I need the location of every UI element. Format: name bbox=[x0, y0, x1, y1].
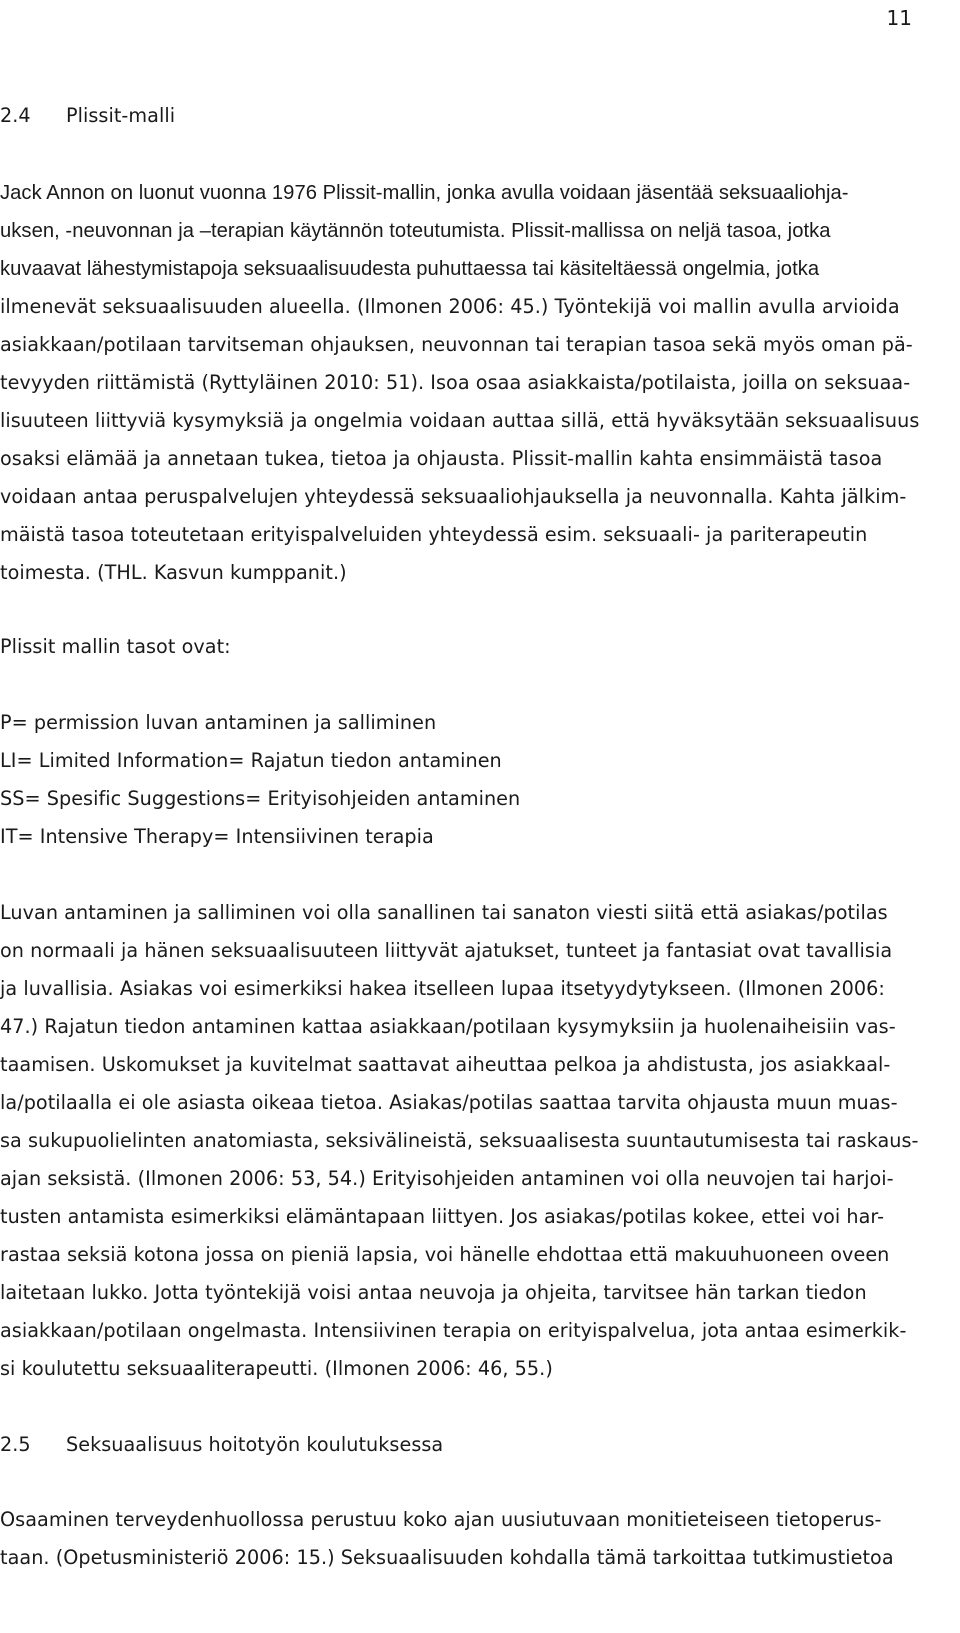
paragraph-line: la/potilaalla ei ole asiasta oikeaa tietoa. Asiakas/potilas saattaa tarvita ohjausta muun muas- bbox=[0, 1091, 898, 1114]
page-number: 11 bbox=[886, 6, 912, 30]
list-item: P= permission luvan antaminen ja salliminen bbox=[0, 711, 437, 734]
paragraph-line: Jack Annon on luonut vuonna 1976 Plissit-mallin, jonka avulla voidaan jäsentää seksuaaliohja- bbox=[0, 182, 849, 204]
paragraph-line: uksen, -neuvonnan ja –terapian käytännön toteutumista. Plissit-mallissa on neljä tasoa, jotka bbox=[0, 220, 831, 242]
list-item: IT= Intensive Therapy= Intensiivinen terapia bbox=[0, 825, 434, 848]
paragraph-line: lisuuteen liittyviä kysymyksiä ja ongelmia voidaan auttaa sillä, että hyväksytään seksuaalisuus bbox=[0, 409, 920, 432]
section-title: Seksuaalisuus hoitotyön koulutuksessa bbox=[66, 1433, 444, 1456]
paragraph-line: ilmenevät seksuaalisuuden alueella. (Ilmonen 2006: 45.) Työntekijä voi mallin avulla arvioida bbox=[0, 295, 900, 318]
paragraph-line: asiakkaan/potilaan tarvitseman ohjauksen, neuvonnan tai terapian tasoa sekä myös oman pä- bbox=[0, 333, 913, 356]
paragraph-line: kuvaavat lähestymistapoja seksuaalisuudesta puhuttaessa tai käsiteltäessä ongelmia, jotka bbox=[0, 258, 820, 280]
list-item: LI= Limited Information= Rajatun tiedon antaminen bbox=[0, 749, 502, 772]
section-title: Plissit-malli bbox=[66, 104, 176, 127]
paragraph-line: taamisen. Uskomukset ja kuvitelmat saattavat aiheuttaa pelkoa ja ahdistusta, jos asiakkaal- bbox=[0, 1053, 891, 1076]
paragraph-line: Luvan antaminen ja salliminen voi olla sanallinen tai sanaton viesti siitä että asiakas/potilas bbox=[0, 901, 888, 924]
paragraph-line: tevyyden riittämistä (Ryttyläinen 2010: 51). Isoa osaa asiakkaista/potilaista, joilla on seksuaa- bbox=[0, 371, 911, 394]
section-heading bbox=[0, 1433, 443, 1456]
paragraph-line: sa sukupuolielinten anatomiasta, seksivälineistä, seksuaalisesta suuntautumisesta tai raskaus- bbox=[0, 1129, 919, 1152]
paragraph-line: 47.) Rajatun tiedon antaminen kattaa asiakkaan/potilaan kysymyksiin ja huolenaiheisiin vas- bbox=[0, 1015, 896, 1038]
paragraph-line: taan. (Opetusministeriö 2006: 15.) Seksuaalisuuden kohdalla tämä tarkoittaa tutkimustietoa bbox=[0, 1546, 894, 1569]
list-item: SS= Spesific Suggestions= Erityisohjeiden antaminen bbox=[0, 787, 521, 810]
paragraph-line: tusten antamista esimerkiksi elämäntapaan liittyen. Jos asiakas/potilas kokee, ettei voi har- bbox=[0, 1205, 885, 1228]
section-number: 2.4 bbox=[0, 104, 31, 127]
paragraph-line: voidaan antaa peruspalvelujen yhteydessä seksuaaliohjauksella ja neuvonnalla. Kahta jälkim- bbox=[0, 485, 907, 508]
paragraph-line: osaksi elämää ja annetaan tukea, tietoa ja ohjausta. Plissit-mallin kahta ensimmäistä tasoa bbox=[0, 447, 883, 470]
paragraph-line: laitetaan lukko. Jotta työntekijä voisi antaa neuvoja ja ohjeita, tarvitsee hän tarkan tiedon bbox=[0, 1281, 867, 1304]
paragraph-line: rastaa seksiä kotona jossa on pieniä lapsia, voi hänelle ehdottaa että makuuhuoneen oveen bbox=[0, 1243, 890, 1266]
levels-intro: Plissit mallin tasot ovat: bbox=[0, 635, 231, 658]
paragraph-line: ja luvallisia. Asiakas voi esimerkiksi hakea itselleen lupaa itsetyydytykseen. (Ilmonen 2006: bbox=[0, 977, 885, 1000]
paragraph-line: asiakkaan/potilaan ongelmasta. Intensiivinen terapia on erityispalvelua, jota antaa esimerkik- bbox=[0, 1319, 907, 1342]
paragraph-line: Osaaminen terveydenhuollossa perustuu koko ajan uusiutuvaan monitieteiseen tietoperus- bbox=[0, 1508, 882, 1531]
paragraph-line: toimesta. (THL. Kasvun kumppanit.) bbox=[0, 561, 347, 584]
paragraph-line: si koulutettu seksuaaliterapeutti. (Ilmonen 2006: 46, 55.) bbox=[0, 1357, 553, 1380]
paragraph-line: mäistä tasoa toteutetaan erityispalveluiden yhteydessä esim. seksuaali- ja pariterapeutin bbox=[0, 523, 868, 546]
section-heading bbox=[0, 104, 175, 127]
paragraph-line: ajan seksistä. (Ilmonen 2006: 53, 54.) Erityisohjeiden antaminen voi olla neuvojen tai harjoi- bbox=[0, 1167, 894, 1190]
section-number: 2.5 bbox=[0, 1433, 31, 1456]
paragraph-line: on normaali ja hänen seksuaalisuuteen liittyvät ajatukset, tunteet ja fantasiat ovat tavallisia bbox=[0, 939, 893, 962]
